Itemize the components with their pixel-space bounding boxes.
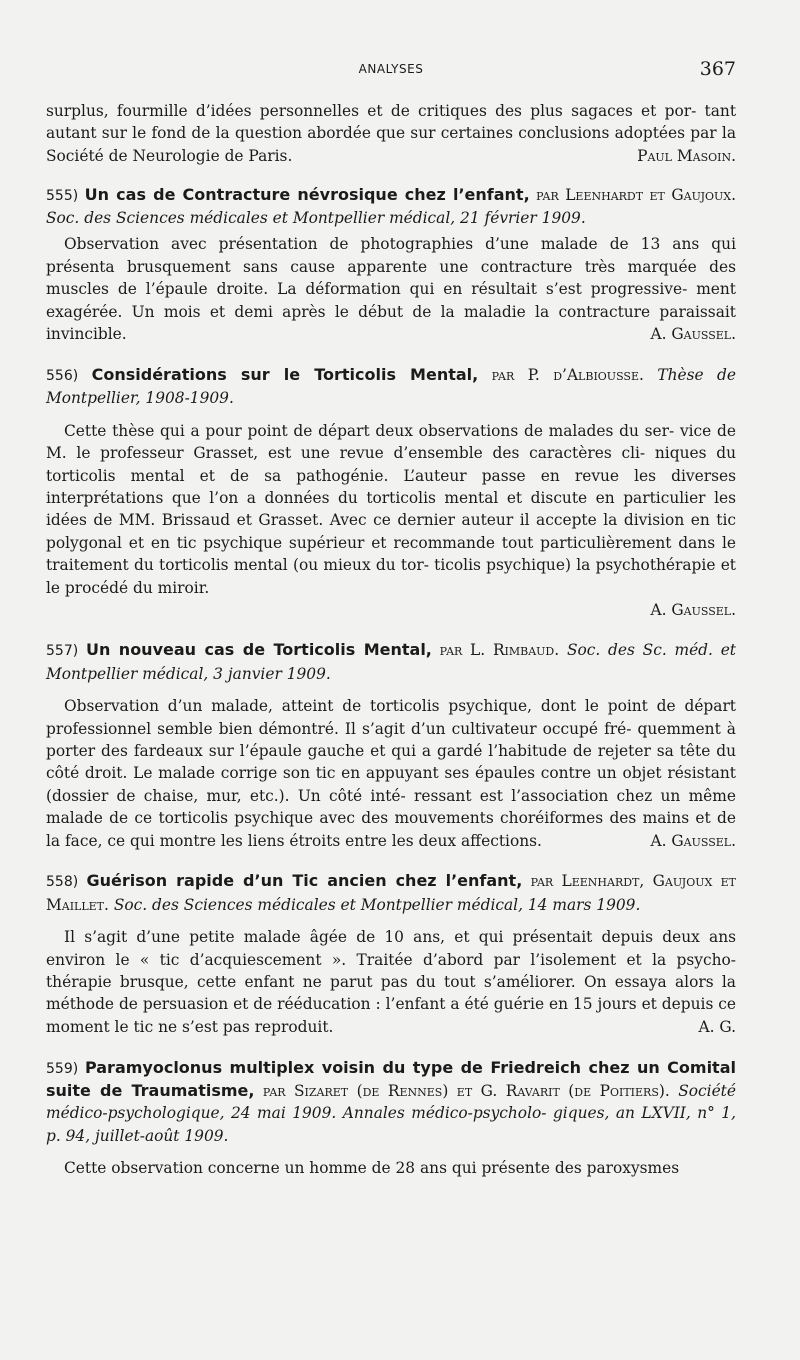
- abstract-entry-556: [46, 364, 736, 621]
- entry-body: Cette thèse qui a pour point de départ deux observations de malades du ser- vice de M. le professeur Grasset, est une revue d’ensemble des caractères cli- niques du torticolis mental et de sa pathogénie. L’auteur passe en revue les diverses interprétations que l’on a données du torticolis mental et discute en particulier les idées de MM. Brissaud et Grasset. Avec ce dernier auteur il accepte la division en tic polygonal et en tic psychique supérieur et recommande tout particulièrement dans le traitement du torticolis mental (ou mieux du tor- ticolis psychique) la psychothérapie et le procédé du miroir.: [46, 421, 736, 597]
- entry-heading: [46, 184, 736, 230]
- page-number: 367: [699, 58, 736, 80]
- entry-title: Un cas de Contracture névrosique chez l’enfant,: [84, 184, 530, 204]
- entry-number: 555): [46, 187, 79, 204]
- entry-title: Guérison rapide d’un Tic ancien chez l’enfant,: [86, 871, 523, 891]
- entry-title: Considérations sur le Torticolis Mental,: [91, 364, 479, 384]
- entry-number: 558): [46, 874, 79, 891]
- page-header: [46, 58, 736, 84]
- entry-body: Observation d’un malade, atteint de torticolis psychique, dont le point de départ professionnel semble bien démontré. Il s’agit d’un cultivateur occupé fré- quemment à porter des fardeaux sur l’épaule gauche et qui a gardé l’habitude de rejeter sa tête du côté droit. Le malade corrige son tic en appuyant ses épaules contre un objet résistant (dossier de chaise, mur, etc.). Un côté inté- ressant est l’association chez un même malade de ce torticolis psychique avec des mouvements choréiformes des mains et de la face, ce qui montre les liens étroits entre les deux affections.: [46, 697, 736, 850]
- entry-signature: A. Gaussel.: [650, 325, 736, 344]
- running-title: ANALYSES: [358, 62, 424, 76]
- entry-authors: par L. Rimbaud.: [439, 641, 560, 660]
- entry-reference: Soc. des Sciences médicales et Montpellier médical, 21 février 1909.: [46, 209, 586, 228]
- entry-body: Observation avec présentation de photographies d’une malade de 13 ans qui présenta brusquement sans cause apparente une contracture très marquée des muscles de l’épaule droite. La déformation qui en résultait s’est progressive- ment exagérée. Un mois et demi après le début de la maladie la contracture paraissait invincible.: [46, 235, 736, 344]
- entry-number: 559): [46, 1060, 79, 1077]
- entry-heading: [46, 1057, 736, 1148]
- continuation-text: surplus, fourmille d’idées personnelles et de critiques des plus sagaces et por- tant autant sur le fond de la question abordée que sur certaines conclusions adoptées par la Société de Neurologie de Paris.: [46, 102, 736, 165]
- entry-body: Il s’agit d’une petite malade âgée de 10 ans, et qui présentait depuis deux ans environ le « tic d’acquiescement ». Traitée d’abord par l’isolement et la psycho- thérapie brusque, cette enfant ne parut pas du tout s’améliorer. On essaya alors la méthode de persuasion et de rééducation : l’enfant a été guérie en 15 jours et depuis ce moment le tic ne s’est pas reproduit.: [46, 928, 736, 1036]
- entry-authors: par P. d’Albiousse.: [491, 365, 644, 384]
- entry-reference: Soc. des Sc. méd. et Montpellier médical, 3 janvier 1909.: [46, 641, 736, 683]
- entry-signature: A. Gaussel.: [650, 600, 736, 619]
- entry-number: 556): [46, 367, 79, 384]
- entry-heading: [46, 870, 736, 916]
- entry-reference: Thèse de Montpellier, 1908-1909.: [46, 365, 736, 408]
- entry-body: Cette observation concerne un homme de 28 ans qui présente des paroxysmes: [64, 1159, 680, 1178]
- entry-authors: par Leenhardt et Gaujoux.: [536, 185, 736, 204]
- entry-reference: Soc. des Sciences médicales et Montpellier médical, 14 mars 1909.: [113, 895, 641, 914]
- entry-authors: par Sizaret (de Rennes) et G. Ravarit (de Poitiers).: [262, 1082, 670, 1101]
- entry-heading: [46, 364, 736, 410]
- abstract-entry-557: [46, 639, 736, 852]
- entry-signature: A. Gaussel.: [650, 832, 736, 850]
- entry-title: Un nouveau cas de Torticolis Mental,: [85, 640, 432, 660]
- abstract-entry-558: [46, 870, 736, 1038]
- entry-heading: [46, 639, 736, 685]
- entry-reference: Société médico-psychologique, 24 mai 1909. Annales médico-psycholo- giques, an LXVII, n° 1, p. 94, juillet-août 1909.: [46, 1082, 736, 1145]
- continuation-signature: Paul Masoin.: [637, 147, 736, 166]
- abstract-entry-559: [46, 1057, 736, 1180]
- entry-authors: par Leenhardt, Gaujoux et Maillet.: [46, 872, 736, 914]
- entry-signature: A. G.: [698, 1018, 736, 1037]
- continuation-paragraph: [46, 100, 736, 168]
- page-body: [46, 100, 736, 1180]
- entry-number: 557): [46, 643, 79, 660]
- entry-title: Paramyoclonus multiplex voisin du type de Friedreich chez un Comital suite de Traumatisme,: [46, 1057, 736, 1101]
- abstract-entry-555: [46, 184, 736, 346]
